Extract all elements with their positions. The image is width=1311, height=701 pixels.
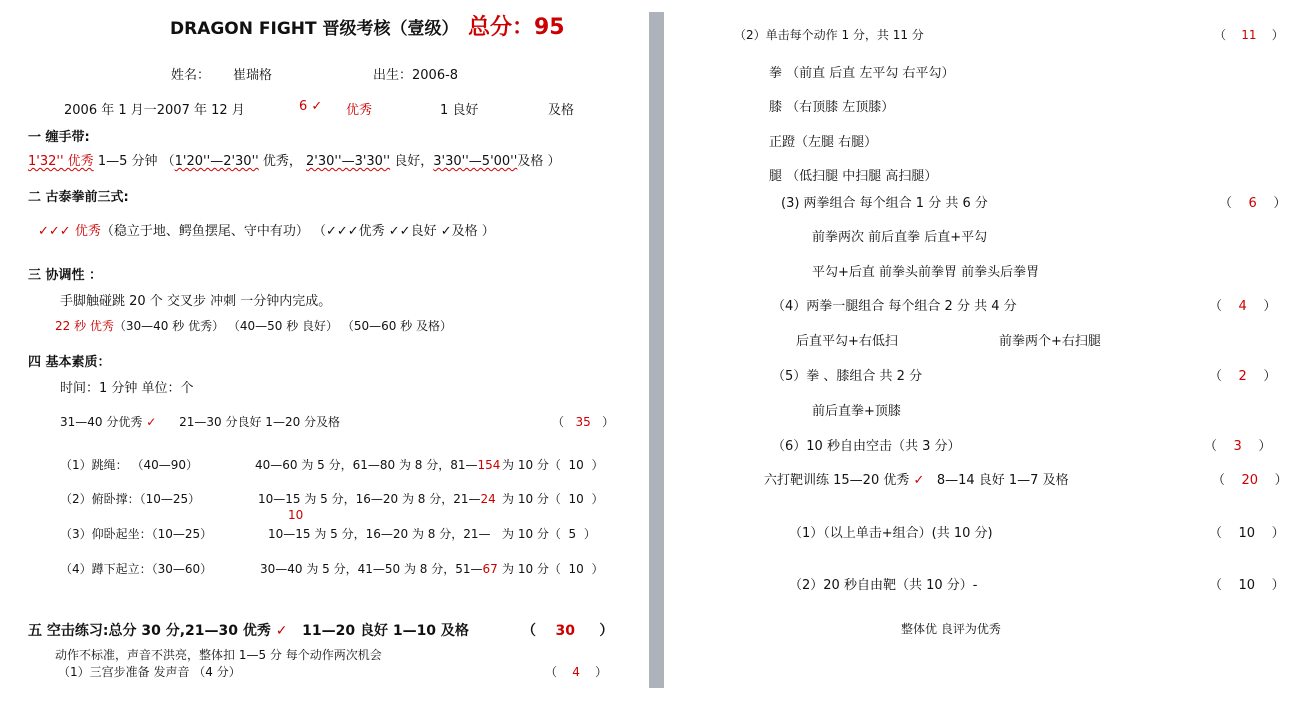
pass-label: 及格 [548,103,575,118]
name-label: 姓名： [171,68,211,83]
section-1-title: 一 缠手带: [28,130,90,145]
item-score: 5 [568,527,577,541]
grading-other: 21—30 分良好 1—20 分及格 [179,415,341,429]
birth-date: 出生：2006-8 [373,68,459,83]
item-score: 4 [1238,299,1247,314]
section-5-grades: 11—20 良好 1—10 及格 [302,623,469,639]
target-item-2: （2）20 秒自由靶（共 10 分）- [789,578,978,593]
section-2-title: 二 古泰拳前三式: [28,190,129,205]
target-item-1-score: （ 10 ） [1209,526,1285,541]
criteria-1: 1'20''—2'30'' [174,154,259,169]
item-score: 4 [572,665,580,679]
paren-open: （ [161,154,175,169]
criteria-3: 3'30''—5'00'' [433,154,518,169]
page-divider [649,12,664,688]
punch-knee-a: 前后直拳+顶膝 [812,404,901,419]
criteria-2-grade: 良好， [394,154,434,169]
total-score: 总分：95 [468,15,565,40]
single-strike-label: （2）单击每个动作 1 分，共 11 分 [734,28,924,42]
section-5-item-1: （1）三宫步准备 发声音 （4 分） [58,665,241,679]
section-3-criteria: （30—40 秒 优秀） （40—50 秒 良好） （50—60 秒 及格） [113,319,453,333]
criteria-3-grade: 及格 ） [517,154,561,169]
item-label: （4）蹲下起立：（30—60） [60,562,213,576]
section-4-title: 四 基本素质： [28,355,111,370]
section-5-total [522,620,613,640]
section-5-title: 五 空击练习:总分 30 分,21—30 优秀 [28,623,271,639]
criteria-2: 2'30''—3'30'' [306,154,391,169]
grading-excellent: 31—40 分优秀 [60,415,143,429]
punch-kick-combo: （4）两拳一腿组合 每个组合 2 分 共 4 分 [772,299,1017,314]
item-label: （2）俯卧撑：（10—25） [60,492,201,506]
item-rule [258,490,496,507]
item-score: 6 [1248,196,1257,211]
item-score: 10 [568,492,584,506]
two-punch-combo: (3) 两拳组合 每个组合 1 分 共 6 分 [781,196,988,211]
item-tail: 为 10 分（ 10 ） [502,562,604,576]
section-1-result: 1'32'' 优秀 [28,154,94,169]
item-score: 10 [1238,578,1256,593]
tail-text: 为 10 分（ [502,527,561,541]
section-5-score: 30 [555,623,575,639]
section-4-unit: 时间：1 分钟 单位：个 [60,381,194,396]
paren-open: （ [522,623,536,639]
tail-text: 为 10 分（ [502,562,561,576]
section-6-line [764,469,1069,488]
item-label: （3）仰卧起坐：（10—25） [60,527,213,541]
section-4-total: （ 35 ） [552,415,615,429]
rule-text: 10—15 为 5 分，16—20 为 8 分，21— [268,527,491,541]
target-item-2-score: （ 10 ） [1209,578,1285,593]
situp-count: 10 [288,508,304,522]
overall-note: 整体优 良评为优秀 [901,622,1001,636]
criteria-1-grade: 优秀， [262,154,302,169]
item-score: 10 [1238,526,1256,541]
combo-row-2: 平勾+后直 前拳头前拳胃 前拳头后拳胃 [812,265,1040,280]
section-4-grading [60,413,340,430]
rule-text: 30—40 为 5 分，41—50 为 8 分，51— [260,562,483,576]
section-1-range: 1—5 分钟 [97,154,158,169]
period: 2006 年 1 月一2007 年 12 月 [64,103,245,118]
student-name: 崔瑞格 [233,68,273,83]
section-5-title-line [28,620,469,640]
free-shadow-score: （ 3 ） [1204,439,1272,454]
section-6-total: （ 20 ） [1212,473,1288,488]
item-score: 2 [1238,369,1247,384]
document-title: DRAGON FIGHT 晋级考核（壹级） [170,19,459,39]
section-2-desc: （稳立于地、鳄鱼摆尾、守中有功） （✓✓✓优秀 ✓✓良好 ✓及格 ） [100,224,495,239]
item-count: 154 [477,458,501,472]
item-tail: 为 10 分（ 5 ） [502,527,596,541]
rule-text: 40—60 为 5 分，61—80 为 8 分，81— [255,458,478,472]
rule-text: 10—15 为 5 分，16—20 为 8 分，21— [258,492,481,506]
section-3-desc: 手脚触碰跳 20 个 交叉步 冲刺 一分钟内完成。 [60,294,332,309]
grade-count: 6 ✓ [299,99,323,114]
item-tail: 为 10 分（ 10 ） [502,458,604,472]
punch-kick-b: 前拳两个+右扫腿 [999,334,1101,349]
good-count: 1 良好 [440,103,479,118]
check-mark: ✓ [913,473,925,488]
section-6-title: 六打靶训练 15—20 优秀 [764,473,910,488]
free-shadow: （6）10 秒自由空击（共 3 分） [772,439,961,454]
section-3-title: 三 协调性 ： [28,268,103,283]
section-2-result: 优秀 [74,224,101,239]
item-count: 67 [482,562,498,576]
knee-list: 膝 （右顶膝 左顶膝） [769,100,895,115]
item-score: 10 [568,562,584,576]
single-strike-score: （ 11 ） [1214,28,1284,42]
item-rule [268,525,491,542]
section-5-note: 动作不标准，声音不洪亮，整体扣 1—5 分 每个动作两次机会 [55,648,382,662]
tail-text: 为 10 分（ [502,458,561,472]
item-score: 11 [1241,28,1257,42]
teep-list: 正蹬（左腿 右腿） [769,135,878,150]
right-page [664,0,1311,701]
grade-excellent: 优秀 [346,103,373,118]
section-3-line [55,317,452,334]
section-5-item-1-score: （ 4 ） [545,665,608,679]
item-score: 3 [1233,439,1242,454]
section-6-grades: 8—14 良好 1—7 及格 [936,473,1069,488]
two-punch-score: （ 6 ） [1219,196,1287,211]
punch-knee-score: （ 2 ） [1209,369,1277,384]
paren-close: ） [599,623,614,639]
punch-list: 拳 （前直 后直 左平勾 右平勾） [769,66,955,81]
section-4-score: 35 [575,415,591,429]
punch-kick-score: （ 4 ） [1209,299,1277,314]
item-label: （1）跳绳： （40—90） [60,458,198,472]
punch-knee-combo: （5）拳 、膝组合 共 2 分 [772,369,923,384]
section-6-score: 20 [1241,473,1259,488]
punch-kick-a: 后直平勾+右低扫 [796,334,898,349]
target-item-1: （1）（以上单击+组合）(共 10 分) [789,526,993,541]
item-count: 24 [480,492,496,506]
kick-list: 腿 （低扫腿 中扫腿 高扫腿） [769,169,938,184]
item-rule [260,560,498,577]
check-marks: ✓✓✓ [38,224,71,239]
item-score: 10 [568,458,584,472]
item-tail: 为 10 分（ 10 ） [502,492,604,506]
section-2-line [38,220,495,239]
check-mark: ✓ [146,415,157,429]
item-rule [255,456,500,473]
section-1-line [28,150,560,169]
check-mark: ✓ [275,623,288,639]
section-3-result: 22 秒 优秀 [55,319,114,333]
combo-row-1: 前拳两次 前后直拳 后直+平勾 [812,230,988,245]
left-page [0,0,649,701]
tail-text: 为 10 分（ [502,492,561,506]
